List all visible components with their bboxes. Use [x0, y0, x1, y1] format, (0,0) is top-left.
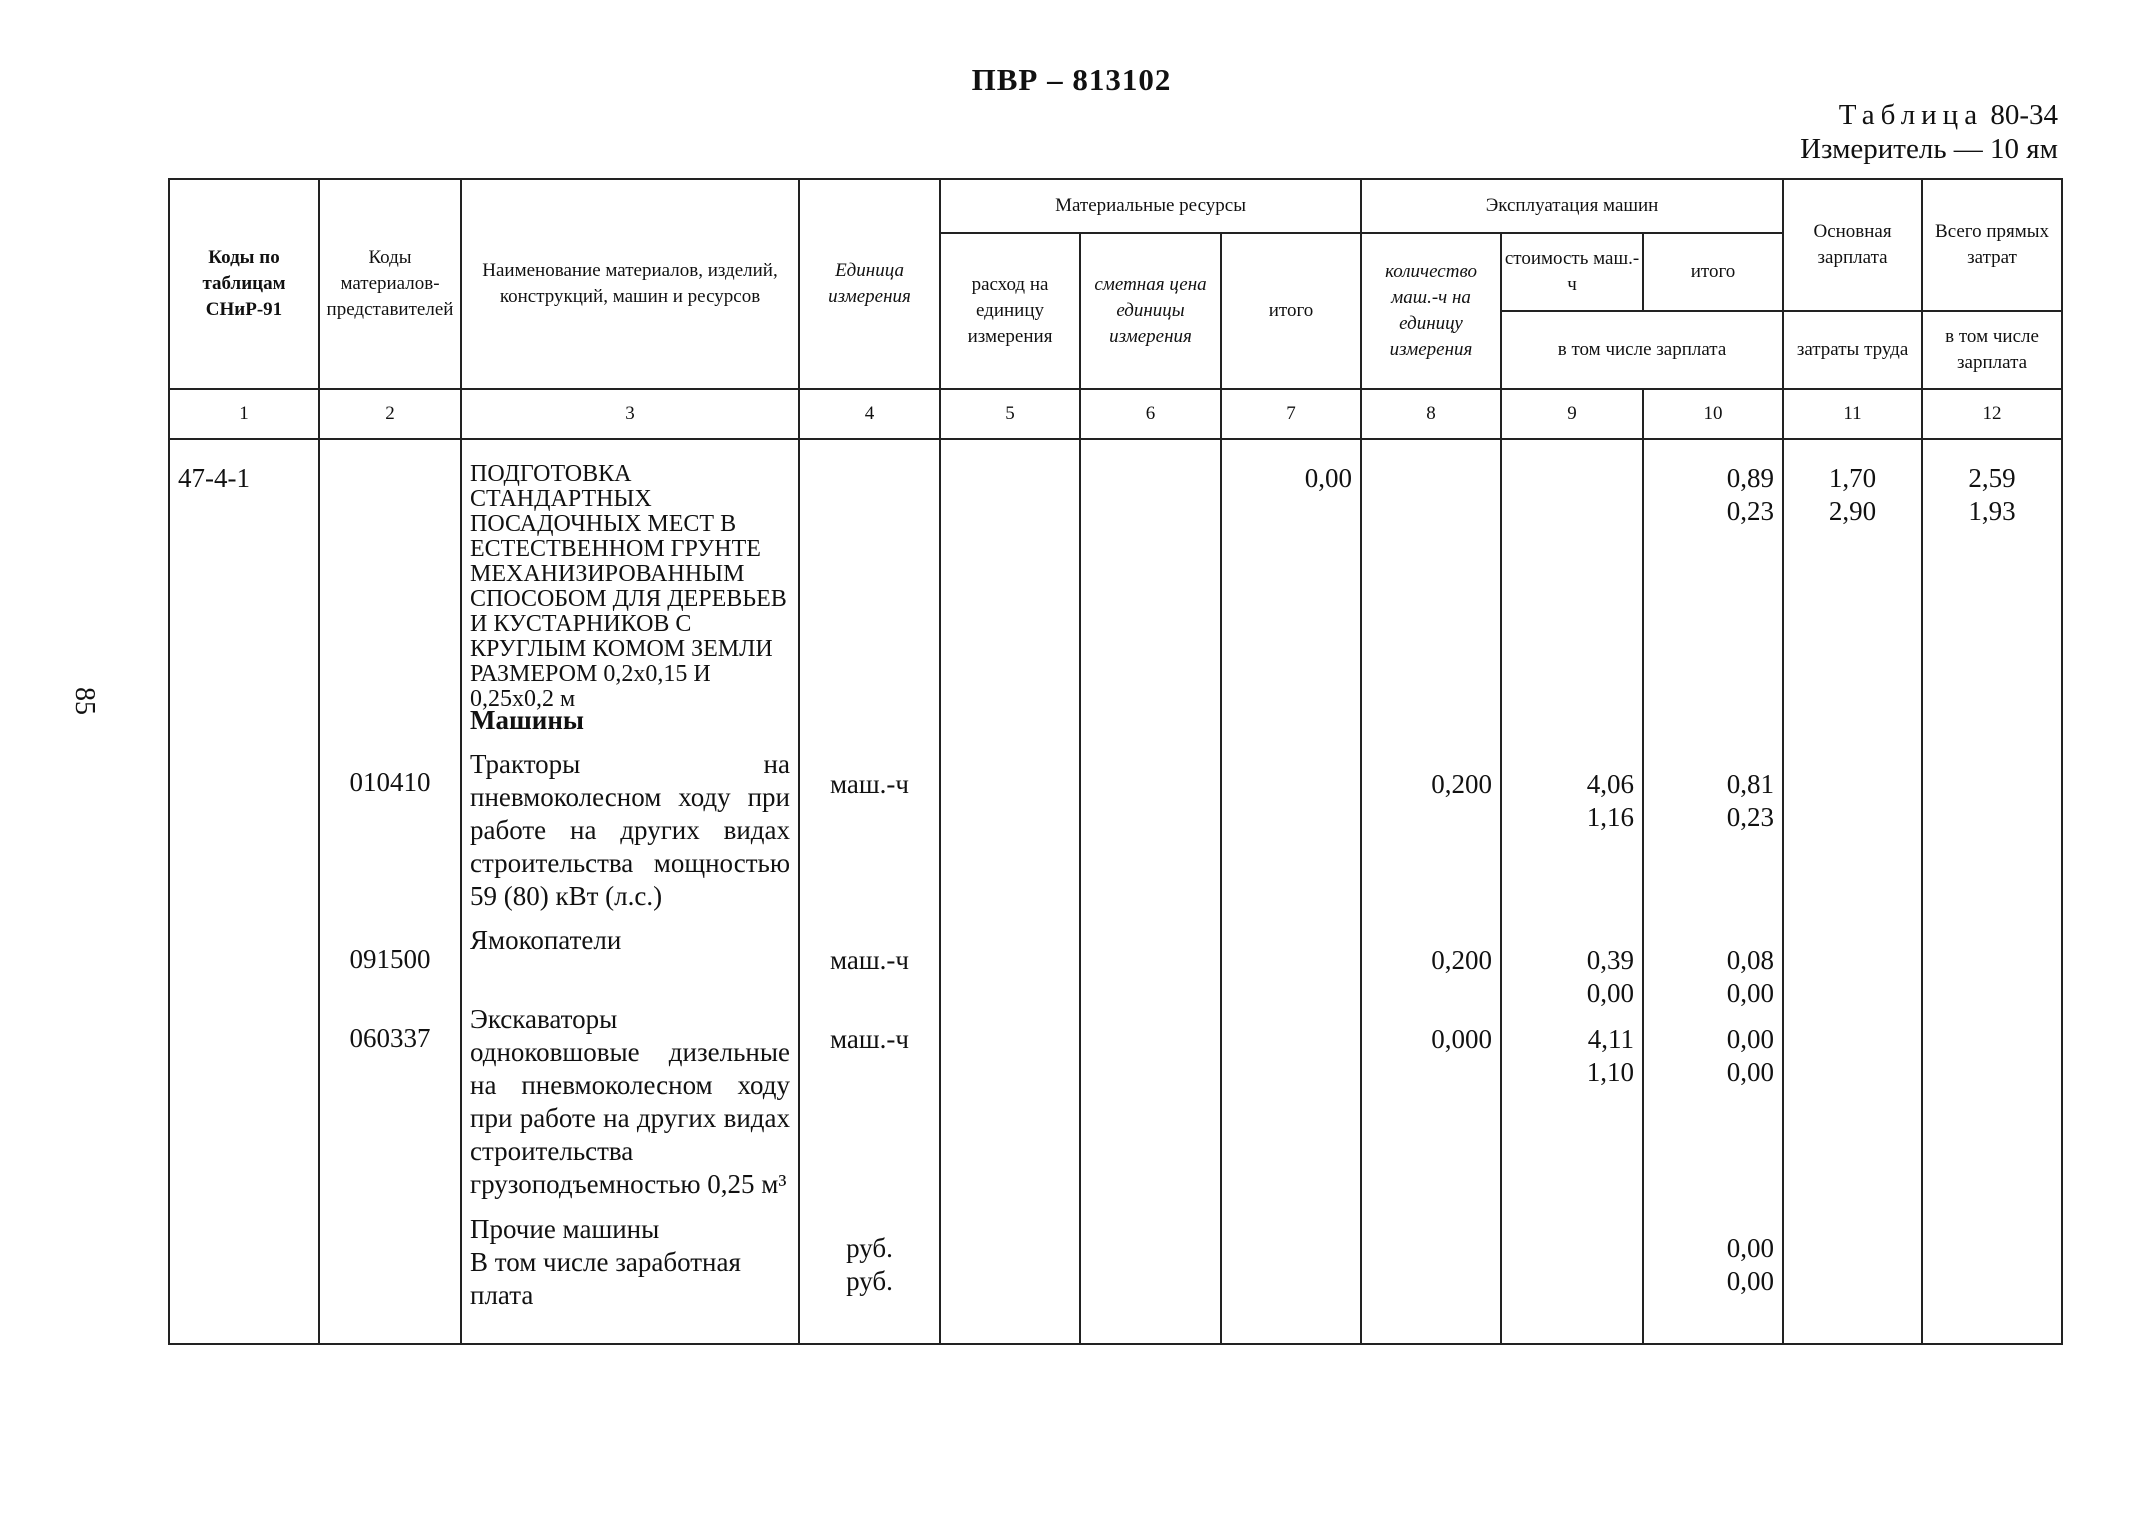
column-number: 7 [1221, 389, 1361, 439]
machine-name: Экскаваторы одноковшовые дизельные на пневмоколесном ходу при работе на других видах строительства грузоподъемностью 0,25 м³ [470, 1004, 790, 1199]
col-header-base-salary: Основная зарплата [1783, 179, 1922, 311]
col-header-direct-costs: Всего прямых затрат [1922, 179, 2062, 311]
column-number-row [169, 389, 2062, 439]
other-salary-label: В том числе заработная плата [470, 1247, 741, 1310]
table-number: 80-34 [1990, 99, 2058, 131]
document-code-header: ПВР – 813102 [971, 62, 1172, 97]
machine-row-total: 0,00 [1726, 1024, 1775, 1054]
machine-unit: маш.-ч [830, 1024, 909, 1054]
machine-code: 091500 [349, 944, 431, 974]
base-salary: 1,70 [1828, 463, 1877, 493]
col-header-material-codes: Коды материалов-представителей [319, 179, 461, 389]
col-header-machine-salary: в том числе зарплата [1501, 311, 1783, 389]
section-label-machines: Машины [470, 705, 584, 735]
col-header-direct-salary: в том числе зарплата [1922, 311, 2062, 389]
material-total: 0,00 [1304, 463, 1353, 493]
machine-hour-salary: 1,16 [1586, 802, 1635, 832]
machine-hour-salary: 1,10 [1586, 1057, 1635, 1087]
machine-hours: 0,000 [1431, 1024, 1493, 1054]
column-number: 1 [169, 389, 319, 439]
other-machines-total: 0,00 [1726, 1233, 1775, 1263]
column-number: 2 [319, 389, 461, 439]
col-header-machine-hours: количество маш.-ч на единицу измерения [1361, 233, 1501, 389]
col-header-consumption: расход на единицу измерения [940, 233, 1080, 389]
col-header-snip-codes: Коды по таблицам СНиР-91 [169, 179, 319, 389]
machine-total-salary: 0,23 [1726, 496, 1775, 526]
machine-hours: 0,200 [1431, 945, 1493, 975]
direct-total: 2,59 [1968, 463, 2016, 493]
column-number: 8 [1361, 389, 1501, 439]
item-title: ПОДГОТОВКА СТАНДАРТНЫХ ПОСАДОЧНЫХ МЕСТ В ЕСТЕСТВЕННОМ ГРУНТЕ МЕХАНИЗИРОВАННЫМ СПОСОБОМ ДЛЯ ДЕРЕВЬЕВ И КУСТАРНИКОВ С КРУГЛЫМ КОМОМ ЗЕМЛИ РАЗМЕРОМ 0,2х0,15 И 0,25х0,2 м [470, 461, 787, 712]
col-header-name: Наименование материалов, изделий, конструкций, машин и ресурсов [461, 179, 799, 389]
machine-hour-cost: 4,06 [1586, 769, 1635, 799]
labor-cost: 2,90 [1828, 496, 1877, 526]
column-number: 11 [1783, 389, 1922, 439]
other-salary-total: 0,00 [1726, 1266, 1775, 1296]
machine-total: 0,89 [1726, 463, 1775, 493]
machine-name: Тракторы на пневмоколесном ходу при работе на других видах строительства мощностью 59 (80) кВт (л.с.) [470, 749, 790, 911]
col-header-material-total: итого [1221, 233, 1361, 389]
machine-code: 010410 [349, 767, 431, 797]
machine-hours: 0,200 [1431, 769, 1493, 799]
machine-name: Ямокопатели [470, 925, 622, 955]
machine-row-salary: 0,00 [1726, 1057, 1775, 1087]
machine-row-total: 0,81 [1726, 769, 1775, 799]
machine-unit: маш.-ч [830, 945, 909, 975]
other-machines-label: Прочие машины [470, 1214, 660, 1244]
other-unit: руб. [846, 1266, 893, 1296]
measure-unit: Измеритель — 10 ям [1800, 133, 2058, 165]
machine-code: 060337 [349, 1023, 431, 1053]
col-header-labor: затраты труда [1783, 311, 1922, 389]
table-caption [1800, 98, 2058, 166]
group-header-machine-operation: Эксплуатация машин [1361, 179, 1783, 233]
col-header-estimated-price: сметная цена единицы измерения [1080, 233, 1221, 389]
other-unit: руб. [846, 1233, 893, 1263]
item-code: 47-4-1 [178, 463, 250, 493]
machine-row-total: 0,08 [1726, 945, 1775, 975]
table-label: Таблица [1838, 99, 1984, 131]
group-header-material-resources: Материальные ресурсы [940, 179, 1361, 233]
col-header-unit: Единица измерения [799, 179, 940, 389]
direct-salary: 1,93 [1968, 496, 2016, 526]
machine-unit: маш.-ч [830, 769, 909, 799]
column-number: 12 [1922, 389, 2062, 439]
column-number: 9 [1501, 389, 1643, 439]
machine-hour-cost: 0,39 [1586, 945, 1635, 975]
column-number: 4 [799, 389, 940, 439]
machine-row-salary: 0,23 [1726, 802, 1775, 832]
column-number: 3 [461, 389, 799, 439]
table-body [169, 439, 2062, 1344]
col-header-machine-total: итого [1643, 233, 1783, 311]
resource-table [168, 178, 2063, 1345]
column-number: 10 [1643, 389, 1783, 439]
col-header-machine-hour-cost: стоимость маш.-ч [1501, 233, 1643, 311]
machine-row-salary: 0,00 [1726, 978, 1775, 1008]
machine-hour-cost: 4,11 [1587, 1024, 1635, 1054]
column-number: 5 [940, 389, 1080, 439]
page-number: 85 [69, 687, 100, 715]
column-number: 6 [1080, 389, 1221, 439]
machine-hour-salary: 0,00 [1586, 978, 1635, 1008]
